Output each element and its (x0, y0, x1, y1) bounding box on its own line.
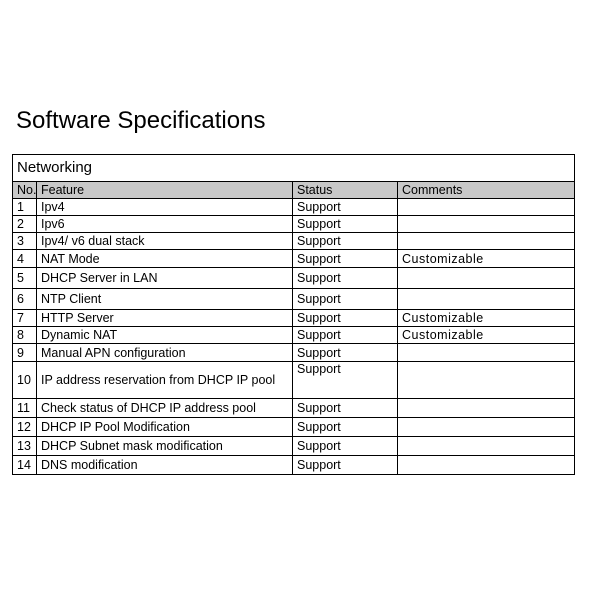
row-number: 2 (13, 216, 37, 233)
row-status: Support (293, 289, 398, 310)
table-row (13, 418, 575, 437)
table-row (13, 362, 575, 399)
page-title: Software Specifications (16, 107, 266, 134)
row-feature: Ipv4 (37, 199, 293, 216)
row-status: Support (293, 456, 398, 475)
row-feature: HTTP Server (37, 310, 293, 327)
row-number: 3 (13, 233, 37, 250)
row-comment: Customizable (398, 310, 575, 327)
row-status: Support (293, 216, 398, 233)
row-number: 4 (13, 250, 37, 268)
row-comment (398, 233, 575, 250)
row-status: Support (293, 344, 398, 362)
row-feature: Manual APN configuration (37, 344, 293, 362)
spec-table (12, 154, 575, 475)
row-number: 10 (13, 362, 37, 399)
table-row (13, 216, 575, 233)
row-feature: NTP Client (37, 289, 293, 310)
section-title: Networking (13, 155, 575, 182)
row-comment (398, 362, 575, 399)
table-header (13, 182, 575, 199)
table-row (13, 250, 575, 268)
table-row (13, 310, 575, 327)
row-status: Support (293, 362, 398, 399)
row-comment (398, 456, 575, 475)
table-row (13, 289, 575, 310)
row-number: 11 (13, 399, 37, 418)
table-row (13, 268, 575, 289)
row-feature: Dynamic NAT (37, 327, 293, 344)
row-status: Support (293, 233, 398, 250)
row-feature: Ipv6 (37, 216, 293, 233)
row-number: 5 (13, 268, 37, 289)
row-number: 1 (13, 199, 37, 216)
table-row (13, 327, 575, 344)
row-feature: DHCP IP Pool Modification (37, 418, 293, 437)
row-number: 9 (13, 344, 37, 362)
header-feature: Feature (37, 182, 293, 199)
header-status: Status (293, 182, 398, 199)
row-comment: Customizable (398, 250, 575, 268)
table-row (13, 344, 575, 362)
table-row (13, 437, 575, 456)
row-comment (398, 437, 575, 456)
table-row (13, 233, 575, 250)
row-status: Support (293, 250, 398, 268)
row-comment (398, 268, 575, 289)
table-row (13, 199, 575, 216)
header-comments: Comments (398, 182, 575, 199)
row-feature: Check status of DHCP IP address pool (37, 399, 293, 418)
row-comment (398, 418, 575, 437)
table-body (13, 199, 575, 475)
row-status: Support (293, 268, 398, 289)
row-status: Support (293, 418, 398, 437)
row-status: Support (293, 327, 398, 344)
table-row (13, 456, 575, 475)
row-comment (398, 344, 575, 362)
row-comment (398, 216, 575, 233)
row-feature: Ipv4/ v6 dual stack (37, 233, 293, 250)
table-row (13, 399, 575, 418)
row-comment: Customizable (398, 327, 575, 344)
row-number: 12 (13, 418, 37, 437)
row-status: Support (293, 437, 398, 456)
row-number: 6 (13, 289, 37, 310)
row-number: 7 (13, 310, 37, 327)
row-number: 8 (13, 327, 37, 344)
row-feature: IP address reservation from DHCP IP pool (37, 362, 293, 399)
row-feature: DHCP Subnet mask modification (37, 437, 293, 456)
row-feature: DHCP Server in LAN (37, 268, 293, 289)
row-number: 14 (13, 456, 37, 475)
row-feature: DNS modification (37, 456, 293, 475)
section-row (13, 155, 575, 182)
header-no: No. (13, 182, 37, 199)
row-status: Support (293, 310, 398, 327)
row-status: Support (293, 399, 398, 418)
row-status: Support (293, 199, 398, 216)
row-feature: NAT Mode (37, 250, 293, 268)
row-number: 13 (13, 437, 37, 456)
row-comment (398, 199, 575, 216)
row-comment (398, 289, 575, 310)
row-comment (398, 399, 575, 418)
